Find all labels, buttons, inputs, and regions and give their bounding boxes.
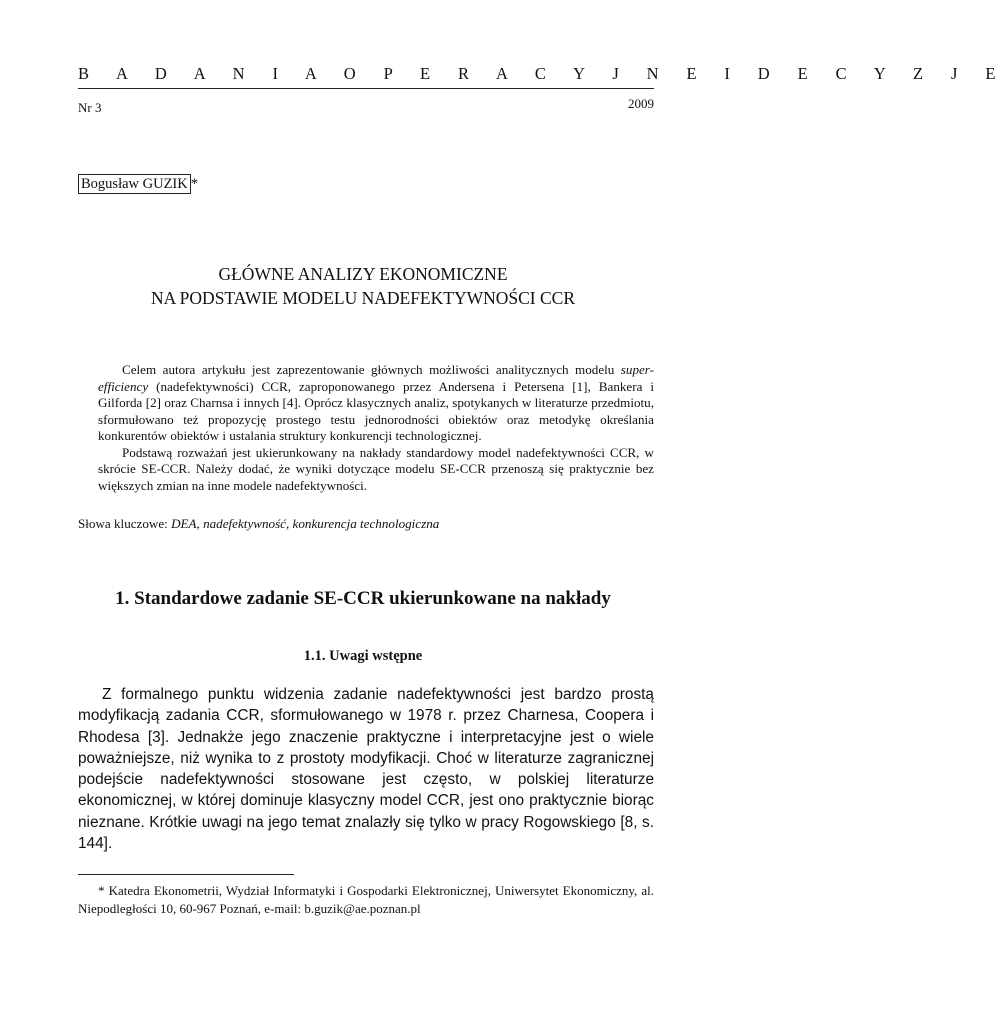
keywords (78, 516, 439, 532)
keywords-label: Słowa kluczowe: (78, 516, 172, 531)
author-line (78, 174, 198, 194)
footnote-text: * Katedra Ekonometrii, Wydział Informatyki i Gospodarki Elektronicznej, Uniwersytet Ekonomiczny, al. Niepodległości 10, 60-967 Poznań, e-mail: b.guzik@ae.poznan.pl (78, 883, 654, 916)
publication-year: 2009 (628, 96, 654, 111)
abstract-paragraph-2: Podstawą rozważań jest ukierunkowany na nakłady standardowy model nadefektywności CCR, w skrócie SE-CCR. Należy dodać, że wyniki dotyczące modelu SE-CCR przenoszą się praktycznie bez większych zmian na inne modele nadefektywności. (98, 444, 654, 493)
abstract-p1-text-b: (nadefektywności) CCR, zaproponowanego przez Andersena i Petersena [1], Bankera i Gilforda [2] oraz Charnsa i innych [4]. Oprócz klasycznych analiz, spotykanych w literaturze przedmiotu, sformułowano też propozycję prostego testu jednorodności obiektów oraz metodykę określania konkurentów obiektów i ustalania struktury konkurencji technologicznej. (98, 378, 654, 443)
keywords-values: DEA, nadefektywność, konkurencja technologiczna (171, 516, 440, 531)
footnote (78, 882, 654, 918)
abstract-paragraph-1 (98, 362, 654, 445)
author-name: Bogusław GUZIK (78, 174, 191, 194)
paper-title (60, 262, 666, 310)
paper-title-line-1: GŁÓWNE ANALIZY EKONOMICZNE (218, 264, 508, 284)
section-heading: 1. Standardowe zadanie SE-CCR ukierunkowane na nakłady (115, 588, 611, 609)
abstract-p1-italic: super-efficiency (98, 362, 654, 394)
paper-title-line-2: NA PODSTAWIE MODELU NADEFEKTYWNOŚCI CCR (151, 288, 575, 308)
abstract (98, 362, 654, 494)
abstract-p1-text-a: Celem autora artykułu jest zaprezentowanie głównych możliwości analitycznych modelu (122, 362, 621, 377)
body-paragraph: Z formalnego punktu widzenia zadanie nadefektywności jest bardzo prostą modyfikacją zadania CCR, sformułowanego w 1978 r. przez Charnesa, Coopera i Rhodesa [3]. Jednakże jego znaczenie praktyczne i interpretacyjne jest o wiele poważniejsze, niż wynika to z prostoty modyfikacji. Choć w literaturze zagranicznej podejście nadefektywności stosowane jest często, w polskiej literaturze ekonomicznej, w której dominuje klasyczny model CCR, jest ono praktycznie biorąc nieznane. Krótkie uwagi na jego temat znalazły się tylko w pracy Rogowskiego [8, s. 144]. (78, 686, 654, 853)
journal-title: B A D A N I A O P E R A C Y J N E I D E C Y Z J E (78, 64, 1007, 83)
footnote-rule (78, 874, 294, 875)
header-rule (78, 88, 654, 89)
issue-number: Nr 3 (78, 100, 102, 115)
author-footnote-marker: * (190, 176, 198, 192)
subsection-heading: 1.1. Uwagi wstępne (303, 648, 423, 664)
body-text (78, 684, 654, 854)
